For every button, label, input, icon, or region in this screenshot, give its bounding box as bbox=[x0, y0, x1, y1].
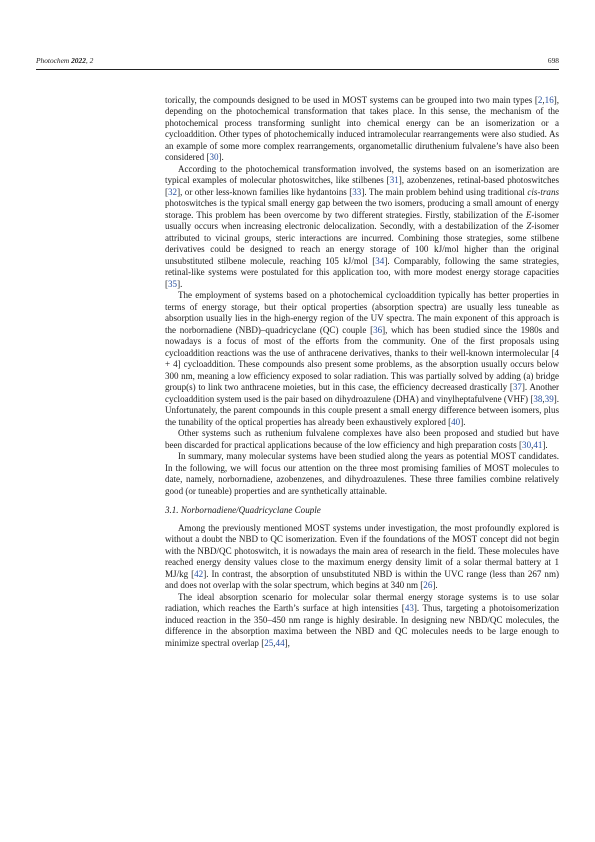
text-run: ], depending on the photochemical transformation that takes place. In this sense, the mechanism of the photochemical process transforming sunlight into chemical energy can be an isomerization or a cycloaddition. Other types of photochemically induced intramolecular rearrangements were also studied. As an example of some more complex rearrangements, organometallic diruthenium fulvalene’s have also been considered [ bbox=[165, 94, 559, 162]
text-run: ]. bbox=[460, 416, 466, 427]
text-run: ], which has been studied since the 1980s and nowadays is a focus of most of the efforts from the community. One of the first proposals using cycloaddition reactions was the use of anthracene derivatives, thanks to their well-known intermolecular [4 + 4] cycloaddition. These compounds also present some problems, as the absorption usually occurs below 300 nm, meaning a low efficiency exposed to solar radiation. This was partially solved by adding (a) bridge group(s) to link two anthracene moieties, but in this case, the efficiency decreased drastically [ bbox=[165, 324, 559, 392]
body-paragraph bbox=[165, 428, 559, 451]
text-run: In summary, many molecular systems have been studied along the years as potential MOST candidates. In the following, we will focus our attention on the three most promising families of MOST molecules to date, namely, norbornadiene, azobenzenes, and dihydroazulenes. These three families combine relatively good (or tuneable) properties and are synthetically attainable. bbox=[165, 451, 559, 496]
citation-link[interactable]: 30 bbox=[522, 439, 532, 450]
text-run: ], bbox=[284, 637, 290, 648]
text-run: ]. Another cycloaddition system used is the pair based on dihydroazulene (DHA) and vinylheptafulvene (VHF) [ bbox=[165, 382, 560, 404]
paragraphs-after-section bbox=[165, 523, 559, 650]
text-run: ]. Unfortunately, the parent compounds in this couple present a small energy difference between isomers, plus the tunability of the optical properties has already been exhaustively explored [ bbox=[165, 393, 559, 427]
citation-link[interactable]: 25 bbox=[264, 637, 274, 648]
citation-link[interactable]: 31 bbox=[389, 175, 399, 185]
text-run: , bbox=[531, 439, 534, 450]
citation-link[interactable]: 40 bbox=[451, 416, 461, 427]
body-paragraph bbox=[165, 95, 559, 164]
body-paragraph bbox=[165, 523, 559, 592]
text-run: ]. The main problem behind using traditional bbox=[361, 186, 528, 197]
text-run: The employment of systems based on a photochemical cycloaddition typically has better properties in terms of energy storage, but their optical properties (absorption spectra) are usually less tuneable as absorption usually lies in the high-energy region of the UV spectra. The main exponent of this approach is the norbornadiene (NBD)–quadricyclane (QC) couple [ bbox=[165, 290, 559, 335]
citation-link[interactable]: 2 bbox=[537, 94, 543, 105]
body-paragraph bbox=[165, 290, 559, 428]
volume-separator: , bbox=[85, 56, 90, 65]
citation-link[interactable]: 26 bbox=[423, 580, 433, 590]
citation-link[interactable]: 33 bbox=[352, 186, 362, 197]
text-run: cis-trans bbox=[527, 186, 559, 197]
citation-link[interactable]: 34 bbox=[375, 255, 385, 266]
citation-link[interactable]: 42 bbox=[194, 568, 204, 579]
page-number: 698 bbox=[547, 56, 559, 65]
text-run: photoswitches is the typical small energy gap between the two isomers, producing a small amount of energy storage. This problem has been overcome by two different strategies. Firstly, stabilization of the bbox=[165, 198, 559, 220]
text-run: Among the previously mentioned MOST systems under investigation, the most profoundly explored is without a doubt the NBD to QC isomerization. Even if the foundations of the MOST concept did not begin with the NBD/QC photoswitch, it is nowadays the main area of research in the field. These molecules have reached energy density values close to the maximum energy density limit of a solar thermal battery at 1 MJ/kg [ bbox=[165, 522, 559, 579]
text-run: ]. Comparably, following the same strategies, retinal-like systems were postulated for this application too, with more modest energy storage capacities [ bbox=[165, 255, 559, 289]
citation-link[interactable]: 38 bbox=[533, 393, 543, 404]
text-run: According to the photochemical transformation involved, the systems based on an isomerization are typical examples of molecular photoswitches, like stilbenes [ bbox=[165, 163, 559, 185]
article-body bbox=[165, 95, 559, 650]
journal-year: 2022 bbox=[71, 56, 86, 65]
text-run: torically, the compounds designed to be used in MOST systems can be grouped into two main types [ bbox=[165, 94, 538, 105]
text-run: ]. bbox=[177, 278, 183, 289]
text-run: ]. bbox=[218, 152, 224, 162]
text-run: Other systems such as ruthenium fulvalene complexes have also been proposed and studied but have been discarded for practical applications because of the low efficiency and high preparation costs [ bbox=[165, 428, 559, 450]
text-run: ]. bbox=[542, 439, 548, 450]
journal-volume: 2 bbox=[89, 56, 94, 65]
text-run: -isomer attributed to vicinal groups, steric interactions are incurred. Combining those strategies, some stilbene derivatives could be designed to reach an energy storage of 100 kJ/mol higher than the original unsubstituted stilbene molecule, reaching 105 kJ/mol [ bbox=[165, 221, 559, 266]
citation-link[interactable]: 16 bbox=[544, 94, 554, 105]
citation-link[interactable]: 39 bbox=[544, 393, 554, 404]
text-run: -isomer usually occurs when increasing electronic delocalization. Secondly, with a destabilization of the bbox=[165, 209, 559, 231]
paragraphs-before-section bbox=[165, 95, 559, 498]
citation-link[interactable]: 37 bbox=[512, 382, 522, 392]
text-run: ]. bbox=[432, 580, 438, 590]
citation-link[interactable]: 44 bbox=[275, 637, 285, 648]
journal-name: Photochem bbox=[36, 56, 70, 65]
text-run: , bbox=[542, 393, 545, 404]
text-run: , bbox=[273, 637, 276, 648]
text-run: ], or other less-known families like hydantoins [ bbox=[177, 186, 353, 197]
body-paragraph bbox=[165, 592, 559, 650]
running-header bbox=[36, 56, 559, 68]
text-run: E bbox=[525, 209, 532, 220]
text-run: Z bbox=[526, 221, 532, 231]
citation-link[interactable]: 41 bbox=[533, 439, 543, 450]
header-rule bbox=[36, 69, 559, 70]
body-paragraph bbox=[165, 451, 559, 497]
citation-link[interactable]: 30 bbox=[209, 152, 219, 162]
text-run: , bbox=[542, 94, 545, 105]
citation-link[interactable]: 43 bbox=[404, 603, 414, 613]
text-run: ], azobenzenes, retinal-based photoswitches [ bbox=[165, 175, 559, 197]
citation-link[interactable]: 36 bbox=[373, 324, 383, 335]
citation-link[interactable]: 35 bbox=[168, 278, 178, 289]
body-paragraph bbox=[165, 164, 559, 291]
text-run: ]. Thus, targeting a photoisomerization induced reaction in the 350–450 nm range is highly desirable. In designing new NBD/QC molecules, the difference in the absorption maxima between the NBD and QC molecules needs to be large enough to minimize spectral overlap [ bbox=[165, 603, 560, 648]
section-heading: 3.1. Norbornadiene/Quadricyclane Couple bbox=[165, 505, 321, 515]
text-run: The ideal absorption scenario for molecular solar thermal energy storage systems is to use solar radiation, which reaches the Earth’s surface at high intensities [ bbox=[165, 591, 559, 613]
text-run: ]. In contrast, the absorption of unsubstituted NBD is within the UVC range (less than 267 nm) and does not overlap with the solar spectrum, which begins at 340 nm [ bbox=[165, 568, 559, 590]
citation-link[interactable]: 32 bbox=[168, 186, 178, 197]
